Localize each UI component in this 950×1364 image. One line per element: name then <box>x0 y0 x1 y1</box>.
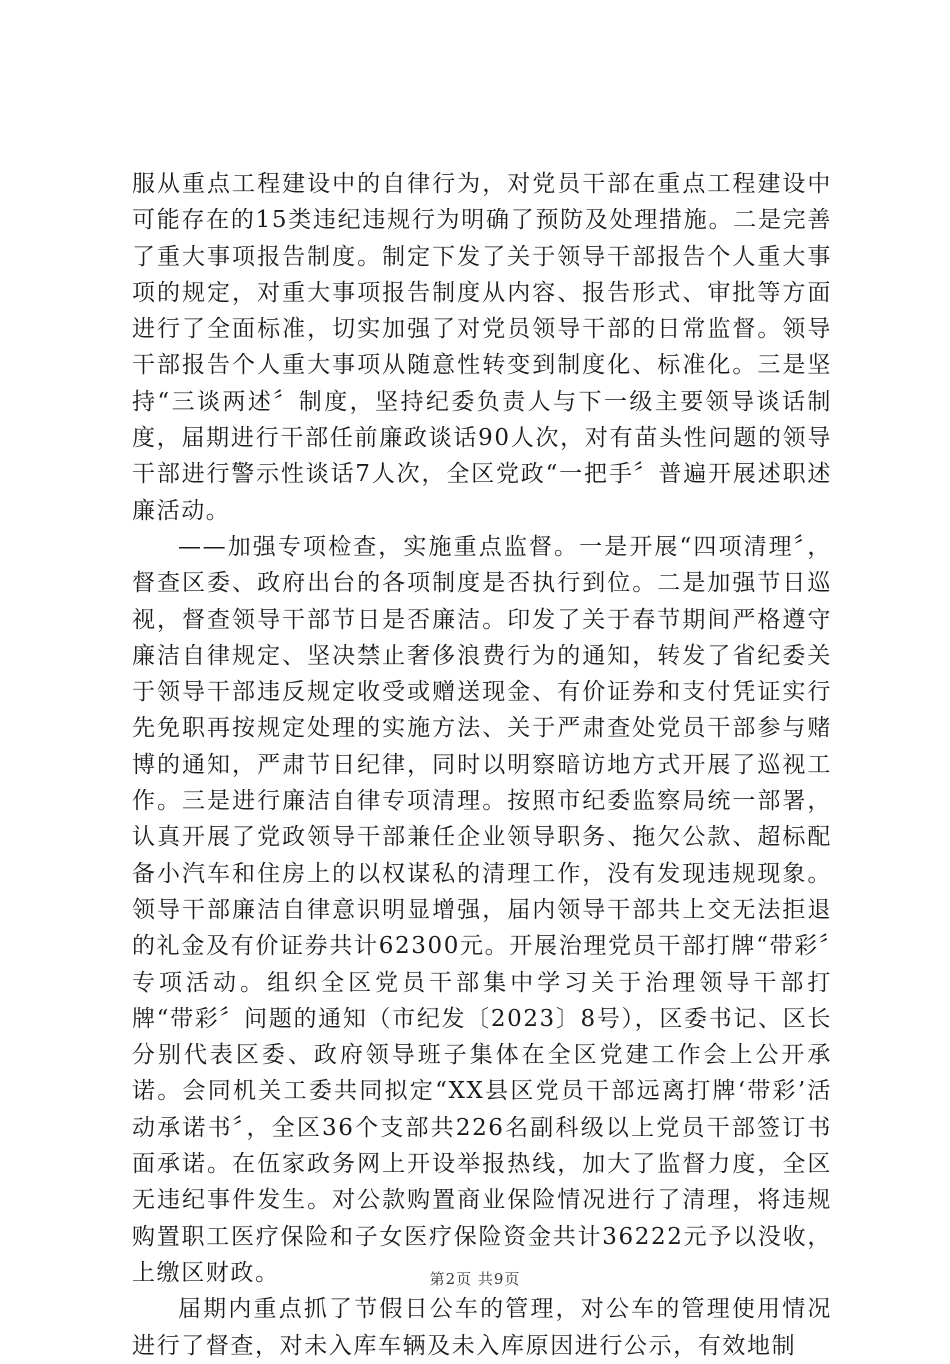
paragraph-3: 届期内重点抓了节假日公车的管理，对公车的管理使用情况进行了督查，对未入库车辆及未入库原因进行公示，有效地制 <box>132 1296 832 1359</box>
paragraph-2: ——加强专项检查，实施重点监督。一是开展“四项清理〞，督查区委、政府出台的各项制度是否执行到位。二是加强节日巡视，督查领导干部节日是否廉洁。印发了关于春节期间严格遵守廉洁自律规定、坚决禁止奢侈浪费行为的通知，转发了省纪委关于领导干部违反规定收受或赠送现金、有价证券和支付凭证实行先免职再按规定处理的实施方法、关于严肃查处党员干部参与赌博的通知，严肃节日纪律，同时以明察暗访地方式开展了巡视工作。三是进行廉洁自律专项清理。按照市纪委监察局统一部署，认真开展了党政领导干部兼任企业领导职务、拖欠公款、超标配备小汽车和住房上的以权谋私的清理工作，没有发现违规现象。领导干部廉洁自律意识明显增强，届内领导干部共上交无法拒退的礼金及有价证券共计62300元。开展治理党员干部打牌“带彩〞专项活动。组织全区党员干部集中学习关于治理领导干部打牌“带彩〞问题的通知（市纪发〔2023〕8号），区委书记、区长分别代表区委、政府领导班子集体在全区党建工作会上公开承诺。会同机关工委共同拟定“XX县区党员干部远离打牌‘带彩’活动承诺书〞，全区36个支部共226名副科级以上党员干部签订书面承诺。在伍家政务网上开设举报热线，加大了监督力度，全区无违纪事件发生。对公款购置商业保险情况进行了清理，将违规购置职工医疗保险和子女医疗保险资金共计36222元予以没收，上缴区财政。 <box>132 533 832 1286</box>
page-footer: 第2页 共9页 <box>429 1270 521 1288</box>
paragraph-1: 服从重点工程建设中的自律行为，对党员干部在重点工程建设中可能存在的15类违纪违规行为明确了预防及处理措施。二是完善了重大事项报告制度。制定下发了关于领导干部报告个人重大事项的规定，对重大事项报告制度从内容、报告形式、审批等方面进行了全面标准，切实加强了对党员领导干部的日常监督。领导干部报告个人重大事项从随意性转变到制度化、标准化。三是坚持“三谈两述〞制度，坚持纪委负责人与下一级主要领导谈话制度，届期进行干部任前廉政谈话90人次，对有苗头性问题的领导干部进行警示性谈话7人次，全区党政“一把手〞普遍开展述职述廉活动。 <box>132 171 832 524</box>
body-text <box>132 166 832 1364</box>
